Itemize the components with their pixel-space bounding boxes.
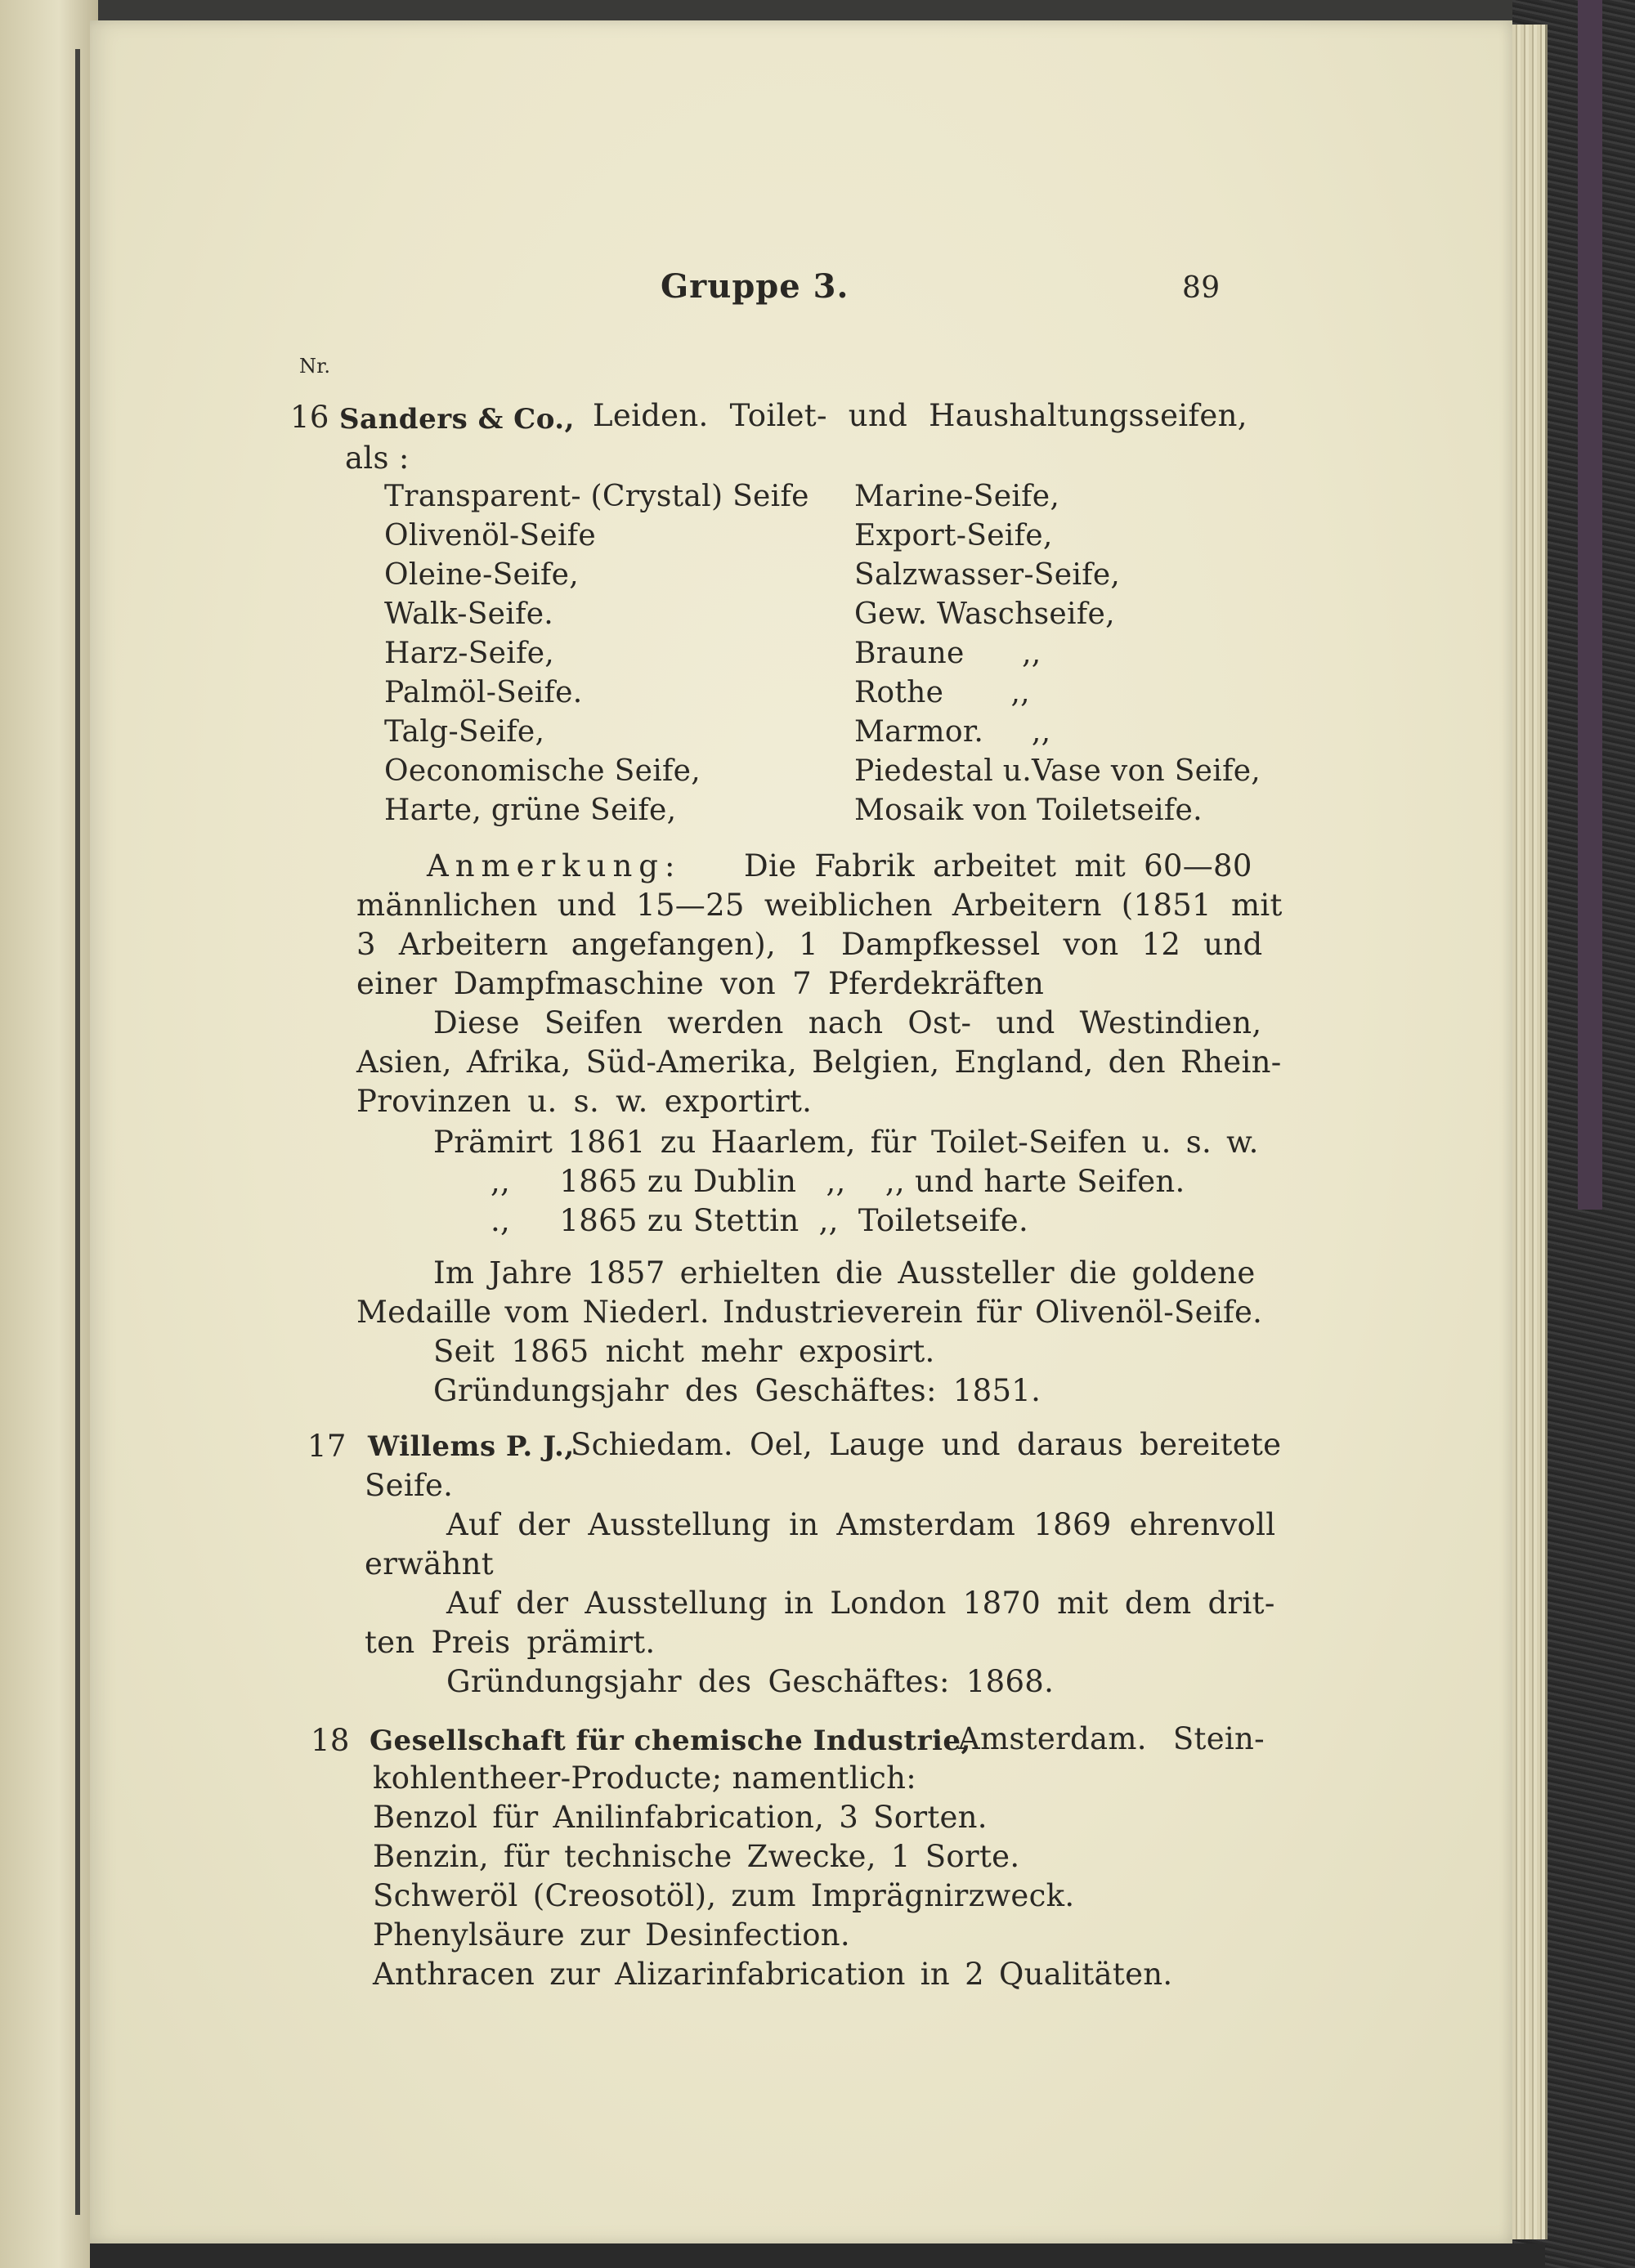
list-item: Braune ,,: [854, 637, 1041, 670]
list-item: Palmöl-Seife.: [384, 676, 583, 709]
list-item: Harz-Seife,: [384, 637, 555, 670]
book-page: [90, 20, 1512, 2243]
founded-text: Gründungsjahr des Geschäftes: 1851.: [433, 1373, 1041, 1408]
award-line: ., 1865 zu Stettin ,, Toiletseife.: [490, 1203, 1028, 1238]
entry-company-name: Gesellschaft für chemische Industrie,: [370, 1724, 971, 1757]
page-number: 89: [1182, 271, 1221, 305]
entry-text: Auf der Ausstellung in Amsterdam 1869 ehrenvoll: [446, 1507, 1276, 1542]
note-text: 3 Arbeitern angefangen), 1 Dampfkessel von 12 und: [356, 927, 1263, 962]
entry-company-name: Sanders & Co.,: [339, 403, 575, 436]
list-item: Piedestal u.Vase von Seife,: [854, 754, 1261, 788]
note-text: Die Fabrik arbeitet mit 60—80: [744, 848, 1252, 883]
export-text: Diese Seifen werden nach Ost- und Westindien,: [433, 1005, 1262, 1040]
entry-number: 18: [311, 1723, 350, 1758]
entry-text: Benzol für Anilinfabrication, 3 Sorten.: [373, 1800, 988, 1835]
nr-label: Nr.: [299, 355, 331, 378]
list-item: Rothe ,,: [854, 676, 1030, 709]
entry-text: Auf der Ausstellung in London 1870 mit dem drit-: [446, 1586, 1275, 1621]
entry-description: Amsterdam. Stein-: [958, 1721, 1265, 1756]
export-text: Asien, Afrika, Süd-Amerika, Belgien, England, den Rhein-: [356, 1045, 1282, 1080]
entry-text: Phenylsäure zur Desinfection.: [373, 1917, 850, 1953]
entry-text: Schweröl (Creosotöl), zum Imprägnirzweck.: [373, 1878, 1075, 1913]
award-line: ,, 1865 zu Dublin ,, ,, und harte Seifen.: [490, 1164, 1185, 1199]
entry-description: Schiedam. Oel, Lauge und daraus bereitete: [571, 1427, 1282, 1462]
note-text: einer Dampfmaschine von 7 Pferdekräften: [356, 966, 1045, 1001]
list-item: Marine-Seife,: [854, 480, 1060, 513]
list-item: Oleine-Seife,: [384, 558, 579, 592]
list-item: Harte, grüne Seife,: [384, 794, 677, 827]
list-item: Transparent- (Crystal) Seife: [384, 480, 809, 513]
gutter-shadow: [75, 49, 80, 2215]
book-bottom-edge: [90, 2243, 1545, 2268]
list-item: Gew. Waschseife,: [854, 597, 1115, 631]
entry-company-name: Willems P. J.,: [368, 1430, 575, 1463]
entry-description-cont: Seife.: [365, 1468, 454, 1503]
award-line: Prämirt 1861 zu Haarlem, für Toilet-Seifen u. s. w.: [433, 1125, 1259, 1160]
entry-number: 16: [290, 400, 329, 435]
entry-text: Anthracen zur Alizarinfabrication in 2 Qualitäten.: [373, 1957, 1173, 1992]
list-item: Talg-Seife,: [384, 715, 545, 749]
note-text: männlichen und 15—25 weiblichen Arbeitern (1851 mit: [356, 888, 1283, 923]
since-text: Seit 1865 nicht mehr exposirt.: [433, 1334, 935, 1369]
medal-text: Im Jahre 1857 erhielten die Aussteller die goldene: [433, 1255, 1256, 1291]
note-label: Anmerkung:: [427, 848, 682, 883]
entry-text: Benzin, für technische Zwecke, 1 Sorte.: [373, 1839, 1020, 1874]
entry-description: Leiden. Toilet- und Haushaltungsseifen,: [593, 398, 1248, 433]
entry-text: kohlentheer-Producte; namentlich:: [373, 1760, 917, 1796]
page-header-title: Gruppe 3.: [661, 267, 849, 306]
export-text: Provinzen u. s. w. exportirt.: [356, 1084, 813, 1119]
entry-text: ten Preis prämirt.: [365, 1625, 656, 1660]
list-item: Oeconomische Seife,: [384, 754, 701, 788]
list-item: Mosaik von Toiletseife.: [854, 794, 1203, 827]
list-item: Export-Seife,: [854, 519, 1053, 552]
medal-text: Medaille vom Niederl. Industrieverein für Olivenöl-Seife.: [356, 1295, 1263, 1330]
book-cover-purple-band: [1578, 0, 1602, 1210]
list-item: Salzwasser-Seife,: [854, 558, 1121, 592]
list-item: Walk-Seife.: [384, 597, 554, 631]
entry-text: erwähnt: [365, 1546, 494, 1581]
entry-description-cont: als :: [345, 441, 410, 476]
left-page-leaf: [0, 0, 98, 2268]
list-item: Olivenöl-Seife: [384, 519, 597, 552]
entry-text: Gründungsjahr des Geschäftes: 1868.: [446, 1664, 1055, 1699]
entry-number: 17: [307, 1429, 347, 1464]
list-item: Marmor. ,,: [854, 715, 1051, 749]
